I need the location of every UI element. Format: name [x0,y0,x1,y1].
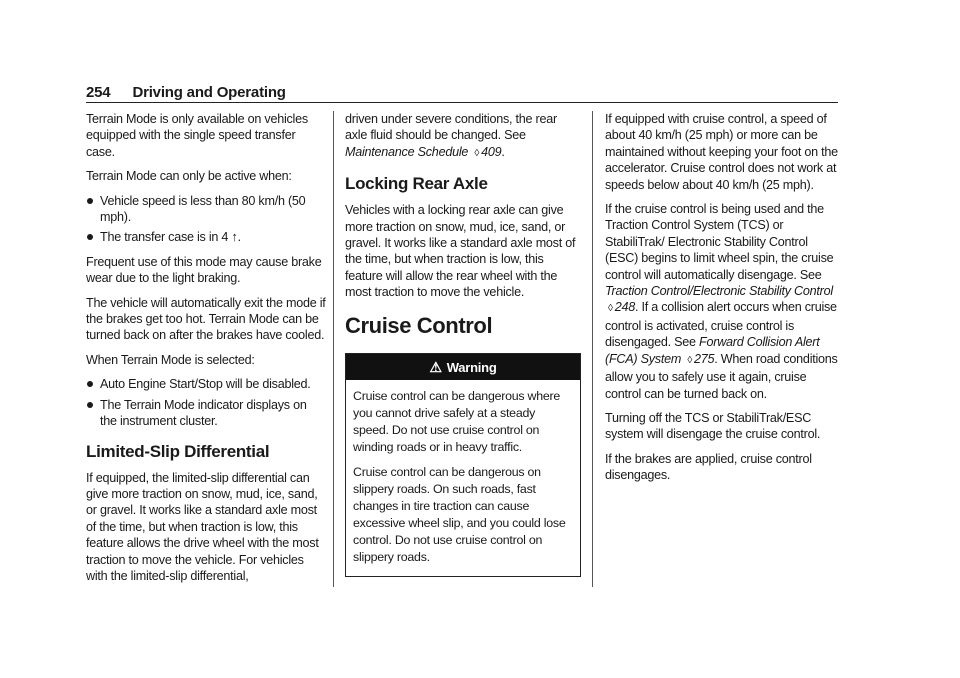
warning-icon: ⚠ [429,358,442,375]
column-left [86,111,326,592]
list-item [86,397,326,430]
list-item-end: . [237,230,241,245]
paragraph: Cruise control can be dangerous where you cannot drive safely at a steady speed. Do not use cruise control on winding roads or in heavy traffic. [353,388,561,454]
warning-header [346,354,580,380]
warning-body [346,380,580,576]
paragraph: The vehicle will automatically exit the mode if the brakes get too hot. Terrain Mode can be turned back on after the brakes have cooled. [86,295,326,343]
paragraph [345,111,581,162]
paragraph: When Terrain Mode is selected: [86,352,255,367]
cross-reference-link[interactable]: Maintenance Schedule [345,144,469,159]
paragraph: Terrain Mode can only be active when: [86,169,292,184]
page-reference[interactable]: 275 [694,351,715,366]
paragraph: Terrain Mode is only available on vehicles equipped with the single speed transfer case. [86,112,308,159]
bullet-icon [87,402,93,408]
list-item [86,229,326,245]
page-reference[interactable]: 248 [614,300,635,315]
paragraph: If equipped, the limited-slip differential can give more traction on snow, mud, ice, sand, or gravel. It works like a standard axle most of the time, but when traction is low, this feature allows the drive wheel with the most traction to move the vehicle. For vehicles with the limited-slip differential, [86,470,319,583]
text: . [501,144,505,159]
bullet-list [86,193,326,246]
bullet-icon [87,381,93,387]
column-right [605,111,839,492]
header-rule [86,102,838,103]
warning-title: Warning [446,359,497,375]
four-wheel-high-icon: ↑ [231,229,238,245]
text: . If a collision alert occurs when cruise control is activated, cruise control is disengaged. See [605,300,837,350]
list-item-text: Auto Engine Start/Stop will be disabled. [100,377,311,392]
section-heading: Locking Rear Axle [345,174,488,194]
section-title: Driving and Operating [132,84,286,101]
list-item-text: The Terrain Mode indicator displays on the instrument cluster. [100,397,307,429]
paragraph: If equipped with cruise control, a speed of about 40 km/h (25 mph) or more can be maintained without keeping your foot on the accelerator. Cruise control does not work at speeds below about 40 km/h (25 mph). [605,112,838,192]
warning-box [345,353,581,577]
page-reference-icon: ◊ [687,354,693,366]
paragraph: Vehicles with a locking rear axle can give more traction on snow, mud, ice, sand, or gravel. It works like a standard axle most of the time, but when traction is low, this feature will allow the rear wheel with the most traction to move the vehicle. [345,203,576,300]
column-divider [333,111,334,587]
list-item-text: The transfer case is in 4 [100,230,229,245]
paragraph: Turning off the TCS or StabiliTrak/ESC system will disengage the cruise control. [605,410,821,442]
page-reference[interactable]: 409 [481,144,502,159]
list-item [86,376,326,392]
text: driven under severe conditions, the rear axle fluid should be changed. See [345,112,557,143]
page-reference-icon: ◊ [474,147,480,159]
bullet-icon [87,234,93,240]
paragraph: If the brakes are applied, cruise control disengages. [605,451,812,483]
column-middle [345,111,581,577]
text: . When road conditions allow you to safely use it again, cruise control can be turned back on. [605,351,838,401]
bullet-icon [87,198,93,204]
cross-reference-link[interactable]: Forward Collision Alert (FCA) System [605,335,820,366]
text: If the cruise control is being used and the Traction Control System (TCS) or StabiliTrak/ Electronic Stability Control (ESC) begins to limit wheel spin, the cruise control will automatically disengage. See [605,202,834,282]
section-heading: Limited-Slip Differential [86,441,270,461]
cross-reference-link[interactable]: Traction Control/Electronic Stability Control [605,284,833,299]
list-item [86,193,326,226]
page-number: 254 [86,84,111,101]
paragraph: Frequent use of this mode may cause brake wear due to the light braking. [86,254,322,286]
running-header [86,84,838,104]
column-divider [592,111,593,587]
page-reference-icon: ◊ [608,303,613,315]
paragraph: Cruise control can be dangerous on slippery roads. On such roads, fast changes in tire traction can cause excessive wheel slip, and you could lose control. Do not use cruise control on slippery roads. [353,464,566,564]
list-item-text: Vehicle speed is less than 80 km/h (50 mph). [100,193,306,225]
chapter-heading: Cruise Control [345,312,493,338]
paragraph [605,201,839,402]
bullet-list [86,376,326,429]
